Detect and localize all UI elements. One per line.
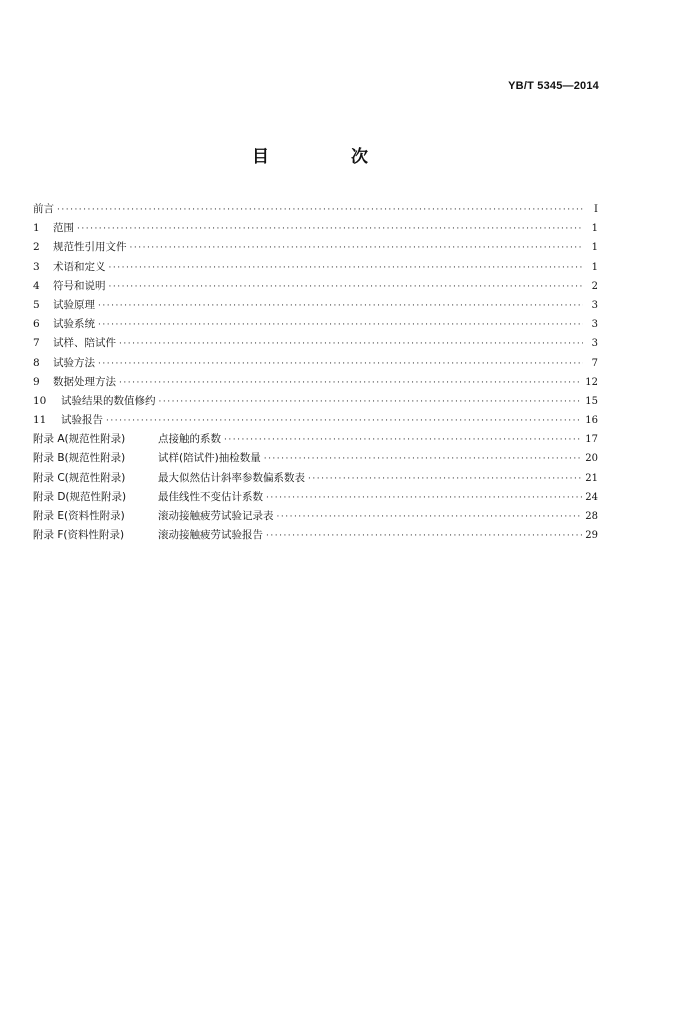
toc-leader-dots: [264, 450, 583, 469]
page-title: 目 次: [252, 147, 406, 167]
toc-entry-label: 前言: [33, 203, 54, 215]
toc-entry-number: 10: [33, 394, 47, 407]
toc-entry-number: 11: [33, 414, 47, 427]
toc-entry[interactable]: [33, 219, 598, 238]
toc-appendix-entry[interactable]: [33, 488, 598, 507]
toc-entry-label: 试验报告: [61, 414, 103, 427]
toc-appendix-entry[interactable]: [33, 430, 598, 449]
appendix-prefix: 附录 D(规范性附录): [33, 490, 127, 503]
document-code: YB/T 5345—2014: [508, 80, 599, 92]
toc-entry[interactable]: [33, 334, 598, 353]
toc-page-number: 12: [585, 376, 598, 388]
toc-page-number: 7: [591, 357, 598, 369]
toc-leader-dots: [119, 335, 583, 354]
toc-entry-label: 最大似然估计斜率参数偏系数表: [158, 471, 305, 484]
toc-page-number: 1: [591, 223, 598, 235]
toc-leader-dots: [98, 355, 583, 374]
toc-entry-number: 4: [33, 279, 40, 292]
toc-entry-label: 试验结果的数值修约: [61, 394, 156, 407]
toc-entry-foreword[interactable]: [33, 200, 598, 219]
toc-entry-number: 8: [33, 356, 40, 369]
toc-page-number: 2: [591, 280, 598, 292]
toc-entry-label: 范围: [53, 222, 74, 235]
toc-page-number: 3: [591, 319, 598, 331]
toc-leader-dots: [109, 278, 584, 297]
appendix-prefix: 附录 C(规范性附录): [33, 471, 126, 484]
toc-appendix-entry[interactable]: [33, 507, 598, 526]
toc-leader-dots: [109, 259, 584, 278]
toc-page-number: 3: [591, 299, 598, 311]
toc-entry-number: 7: [33, 337, 40, 350]
toc-appendix-entry[interactable]: [33, 526, 598, 545]
toc-appendix-entry[interactable]: [33, 469, 598, 488]
toc-entry-label: 符号和说明: [53, 279, 106, 292]
toc-entry-label: 术语和定义: [53, 260, 106, 273]
toc-entry[interactable]: [33, 277, 598, 296]
toc-entry-label: 试验原理: [53, 298, 95, 311]
toc-entry[interactable]: [33, 411, 598, 430]
toc-entry[interactable]: [33, 315, 598, 334]
toc-leader-dots: [106, 412, 582, 431]
table-of-contents: [33, 200, 598, 545]
toc-entry-label: 试样、陪试件: [53, 337, 116, 350]
toc-leader-dots: [159, 393, 583, 412]
toc-page-number: 3: [591, 338, 598, 350]
toc-entry-number: 1: [33, 222, 40, 235]
toc-entry[interactable]: [33, 373, 598, 392]
toc-entry-label: 试样(陪试件)抽检数量: [158, 452, 261, 465]
toc-entry[interactable]: [33, 296, 598, 315]
toc-entry[interactable]: [33, 392, 598, 411]
toc-leader-dots: [57, 201, 583, 220]
toc-leader-dots: [266, 489, 582, 508]
toc-leader-dots: [119, 374, 582, 393]
toc-entry-label: 滚动接触疲劳试验记录表: [158, 510, 274, 522]
toc-page-number: 1: [591, 242, 598, 254]
toc-leader-dots: [130, 239, 584, 258]
toc-page-number: 29: [585, 530, 598, 542]
toc-leader-dots: [308, 470, 582, 489]
toc-page-number: 21: [585, 472, 598, 484]
toc-entry-label: 试验方法: [53, 356, 95, 369]
toc-page-number: 28: [585, 511, 598, 522]
toc-leader-dots: [224, 431, 582, 450]
appendix-prefix: 附录 B(规范性附录): [33, 452, 126, 465]
toc-page-number: 17: [585, 434, 598, 446]
toc-entry-label: 滚动接触疲劳试验报告: [158, 529, 263, 542]
toc-appendix-entry[interactable]: [33, 449, 598, 468]
toc-entry-label: 最佳线性不变估计系数: [158, 490, 263, 503]
appendix-prefix: 附录 F(资料性附录): [33, 529, 125, 542]
toc-leader-dots: [77, 220, 583, 239]
toc-entry-label: 数据处理方法: [53, 375, 116, 388]
appendix-prefix: 附录 E(资料性附录): [33, 510, 125, 522]
toc-entry-number: 2: [33, 241, 40, 254]
toc-entry-number: 5: [33, 298, 40, 311]
toc-leader-dots: [98, 297, 583, 316]
toc-entry[interactable]: [33, 238, 598, 257]
toc-entry-number: 6: [33, 318, 40, 331]
toc-page-number: I: [594, 204, 598, 215]
toc-entry-label: 试验系统: [53, 318, 95, 331]
toc-entry-number: 9: [33, 375, 40, 388]
toc-entry-number: 3: [33, 260, 40, 273]
toc-page-number: 16: [585, 415, 598, 427]
toc-page-number: 1: [591, 261, 598, 273]
toc-entry-label: 规范性引用文件: [53, 241, 127, 254]
toc-page-number: 15: [585, 395, 598, 407]
appendix-prefix: 附录 A(规范性附录): [33, 433, 126, 446]
toc-entry-label: 点接触的系数: [158, 433, 221, 446]
toc-entry[interactable]: [33, 258, 598, 277]
toc-leader-dots: [98, 316, 583, 335]
toc-leader-dots: [277, 508, 583, 527]
toc-entry[interactable]: [33, 354, 598, 373]
toc-page-number: 20: [585, 453, 598, 465]
toc-page-number: 24: [585, 491, 598, 503]
toc-leader-dots: [266, 527, 582, 546]
